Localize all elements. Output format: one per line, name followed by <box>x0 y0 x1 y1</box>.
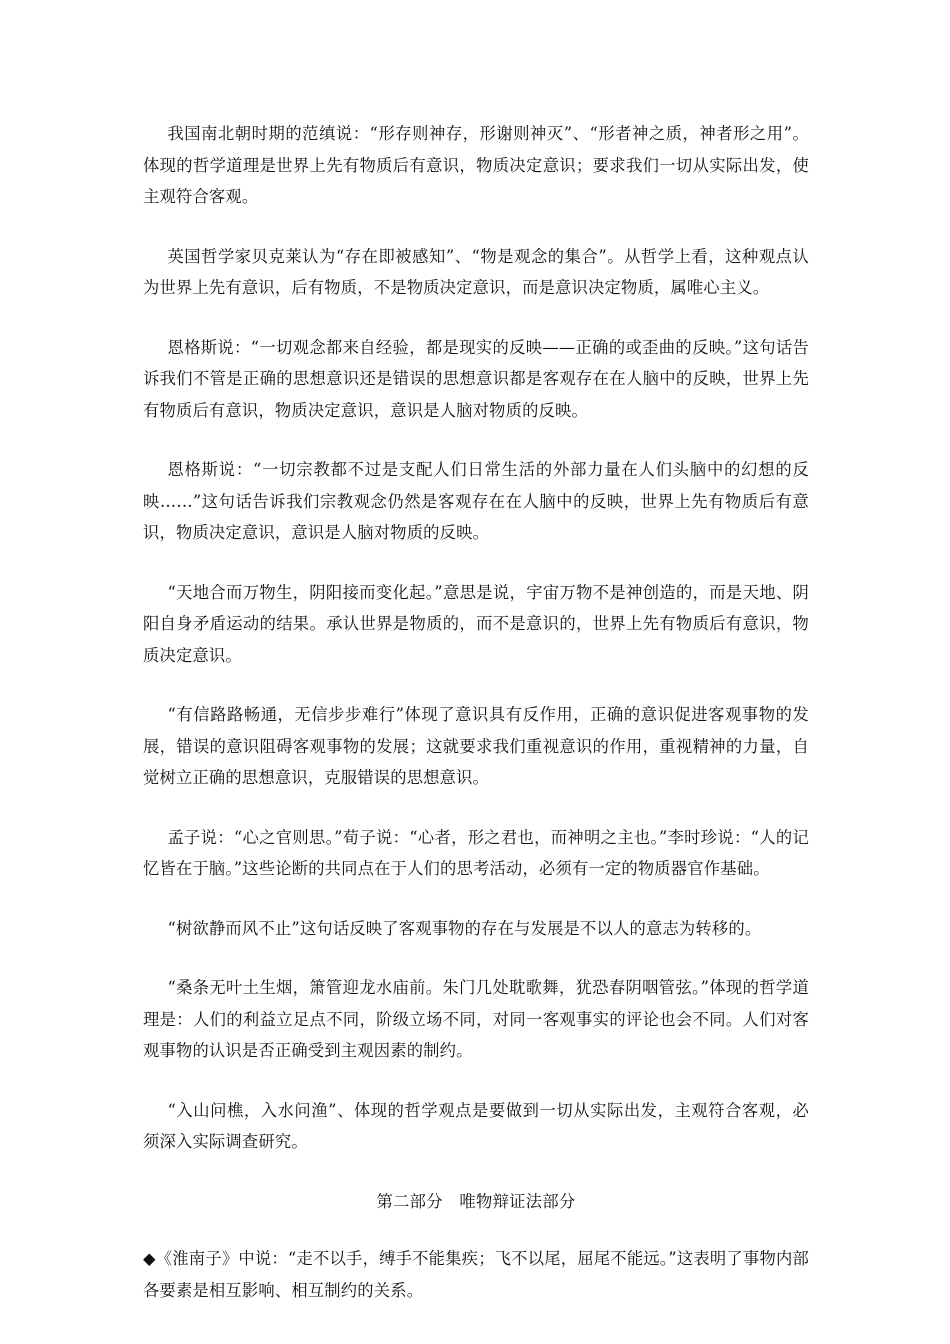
paragraph-engels-ideas: 恩格斯说：“一切观念都来自经验，都是现实的反映——正确的或歪曲的反映。”这句话告诉我们不管是正确的思想意识还是错误的思想意识都是客观存在在人脑中的反映，世界上先有物质后有意识，物质决定意识，意识是人脑对物质的反映。 <box>143 337 809 420</box>
section-heading: 第二部分 唯物辩证法部分 <box>376 1191 576 1211</box>
paragraph-berkeley: 英国哲学家贝克莱认为“存在即被感知”、“物是观念的集合”。从哲学上看，这种观点认为世界上先有意识，后有物质，不是物质决定意识，而是意识决定物质，属唯心主义。 <box>143 246 809 297</box>
paragraph-heaven-earth: “天地合而万物生，阴阳接而变化起。”意思是说，宇宙万物不是神创造的，而是天地、阴阳自身矛盾运动的结果。承认世界是物质的，而不是意识的，世界上先有物质后有意识，物质决定意识。 <box>143 582 809 665</box>
paragraph-woodcutter: “入山问樵，入水问渔”、体现的哲学观点是要做到一切从实际出发，主观符合客观，必须深入实际调查研究。 <box>143 1100 809 1151</box>
document-page <box>143 118 809 1334</box>
paragraph-tree-wind: “树欲静而风不止”这句话反映了客观事物的存在与发展是不以人的意志为转移的。 <box>167 918 762 938</box>
paragraph-engels-religion: 恩格斯说：“一切宗教都不过是支配人们日常生活的外部力量在人们头脑中的幻想的反映……”这句话告诉我们宗教观念仍然是客观存在在人脑中的反映，世界上先有物质后有意识，物质决定意识，意识是人脑对物质的反映。 <box>143 460 809 542</box>
paragraph-trust: “有信路路畅通，无信步步难行”体现了意识具有反作用，正确的意识促进客观事物的发展，错误的意识阻碍客观事物的发展；这就要求我们重视意识的作用，重视精神的力量，自觉树立正确的思想意识，克服错误的思想意识。 <box>143 705 809 787</box>
paragraph-fanzhen: 我国南北朝时期的范缜说：“形存则神存，形谢则神灭”、“形者神之质，神者形之用”。体现的哲学道理是世界上先有物质后有意识，物质决定意识；要求我们一切从实际出发，使主观符合客观。 <box>143 124 809 206</box>
paragraph-huainanzi: ◆《淮南子》中说：“走不以手，缚手不能集疾；飞不以尾，屈尾不能远。”这表明了事物内部各要素是相互影响、相互制约的关系。 <box>143 1249 809 1300</box>
paragraph-mencius: 孟子说：“心之官则思。”荀子说：“心者，形之君也，而神明之主也。”李时珍说：“人的记忆皆在于脑。”这些论断的共同点在于人们的思考活动，必须有一定的物质器官作基础。 <box>143 827 809 878</box>
paragraph-poem: “桑条无叶土生烟，箫管迎龙水庙前。朱门几处耽歌舞，犹恐春阴咽管弦。”体现的哲学道理是：人们的利益立足点不同，阶级立场不同，对同一客观事实的评论也会不同。人们对客观事物的认识是否正确受到主观因素的制约。 <box>143 978 809 1060</box>
